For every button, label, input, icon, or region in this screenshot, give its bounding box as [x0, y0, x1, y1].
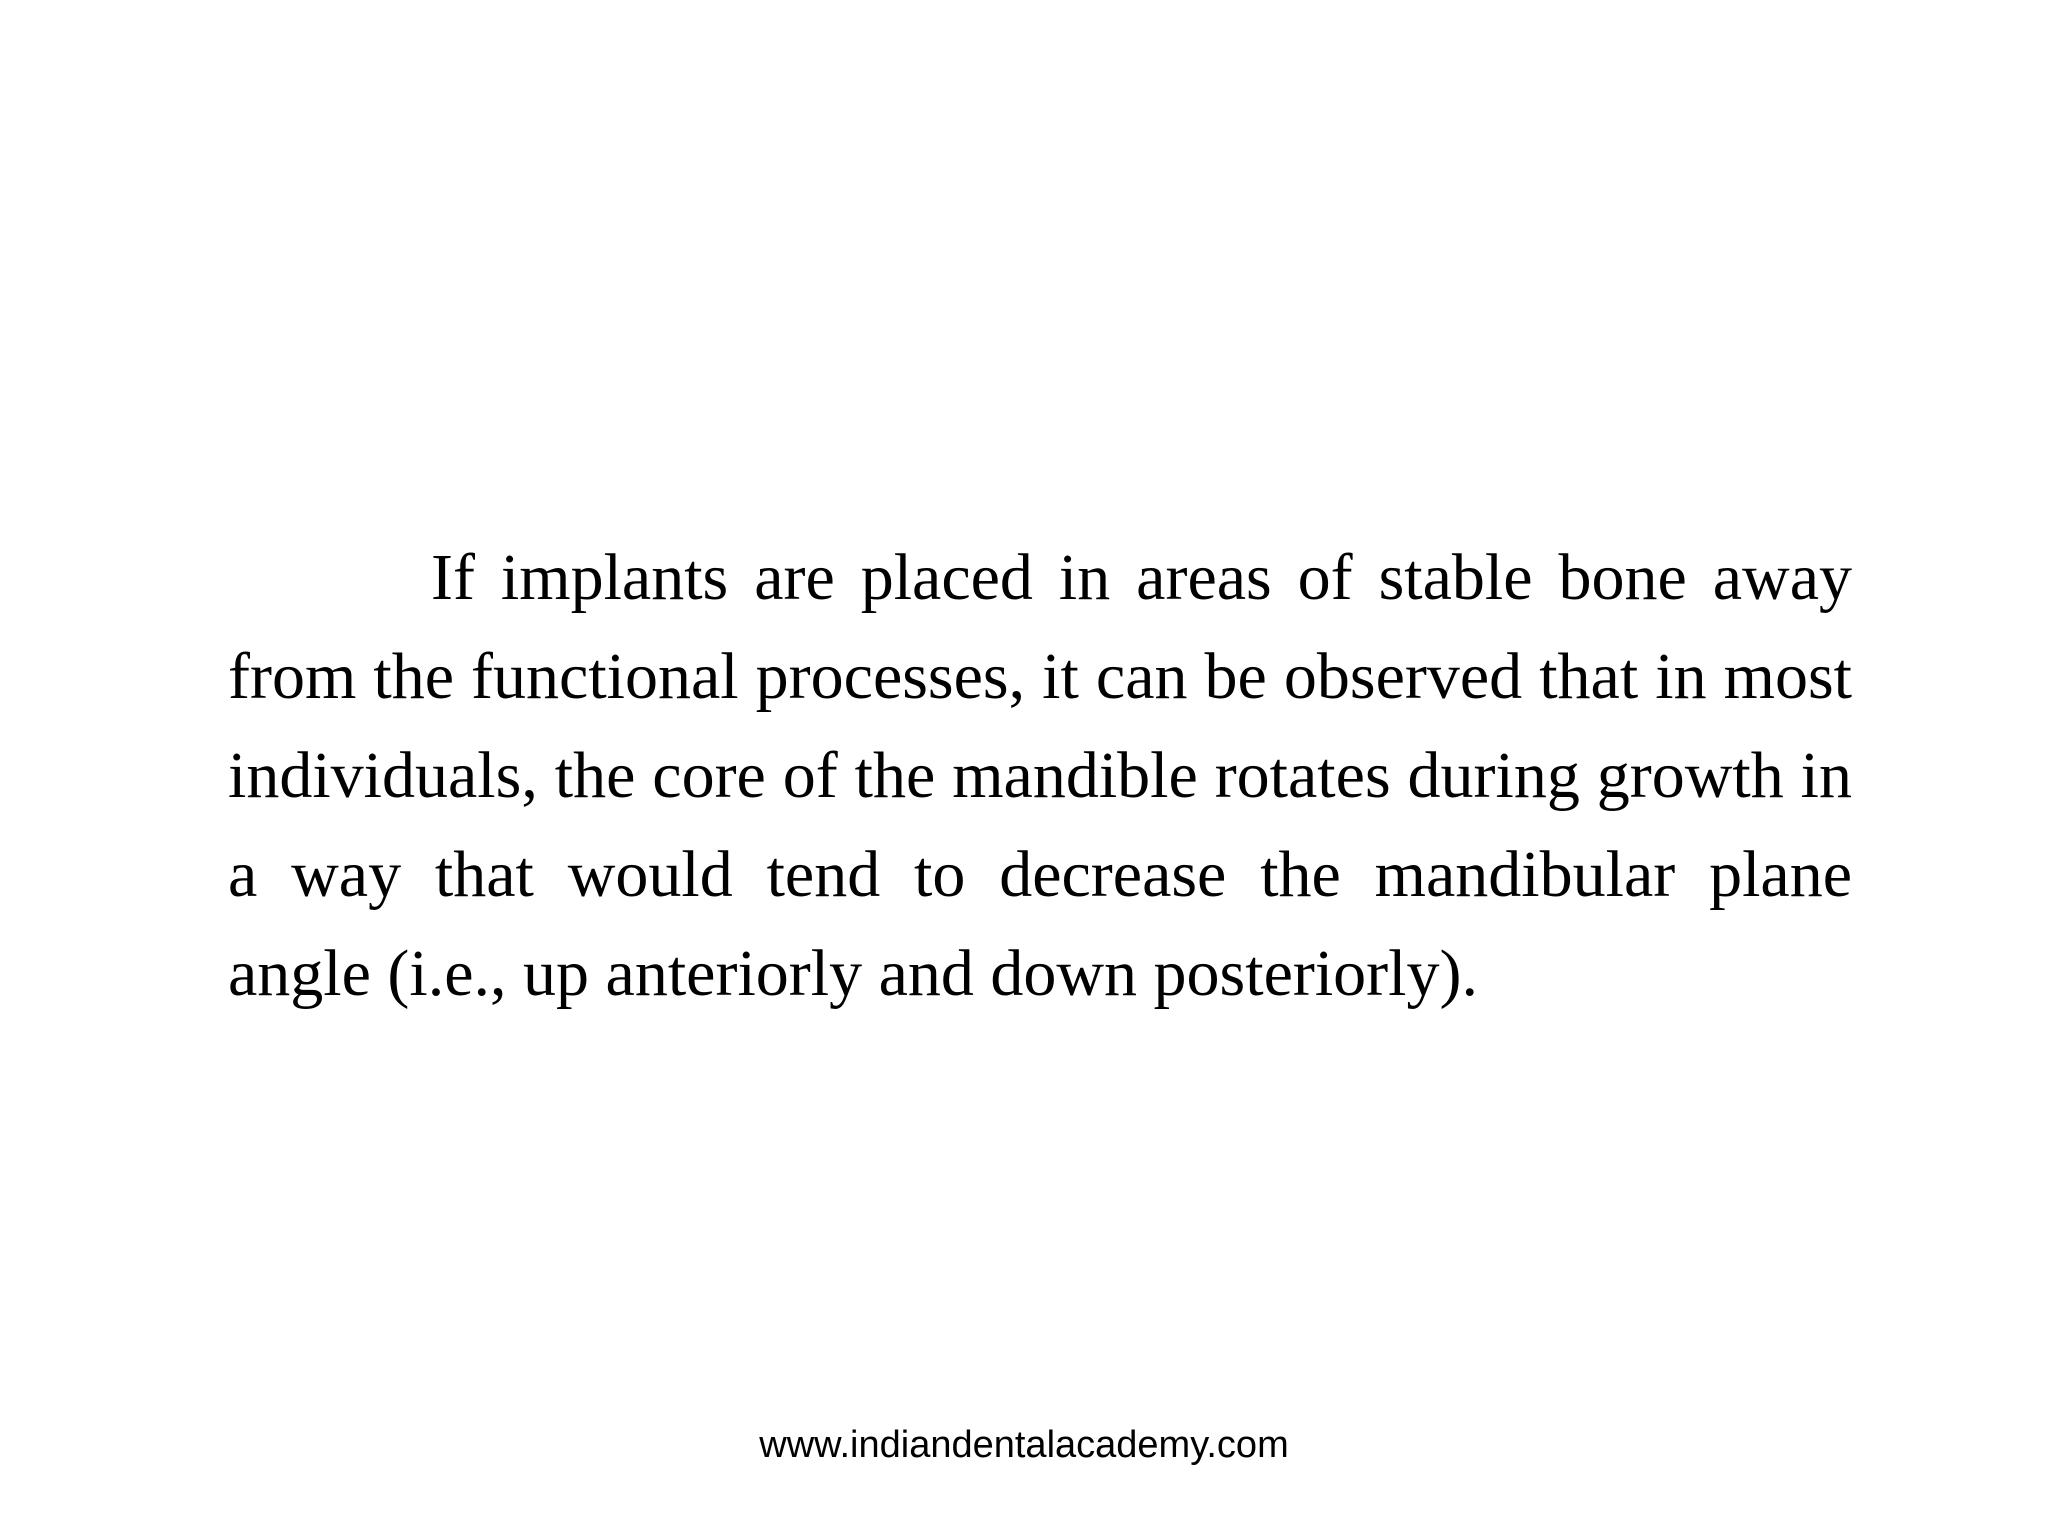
footer-url[interactable]: www.indiandentalacademy.com: [759, 1424, 1289, 1466]
body-paragraph: If implants are placed in areas of stable bone away from the functional processes, it can be observed that in most individuals, the core of the mandible rotates during growth in a way that would tend to decrease the mandibular plane angle (i.e., up anteriorly and down posteriorly).: [228, 541, 1852, 1010]
